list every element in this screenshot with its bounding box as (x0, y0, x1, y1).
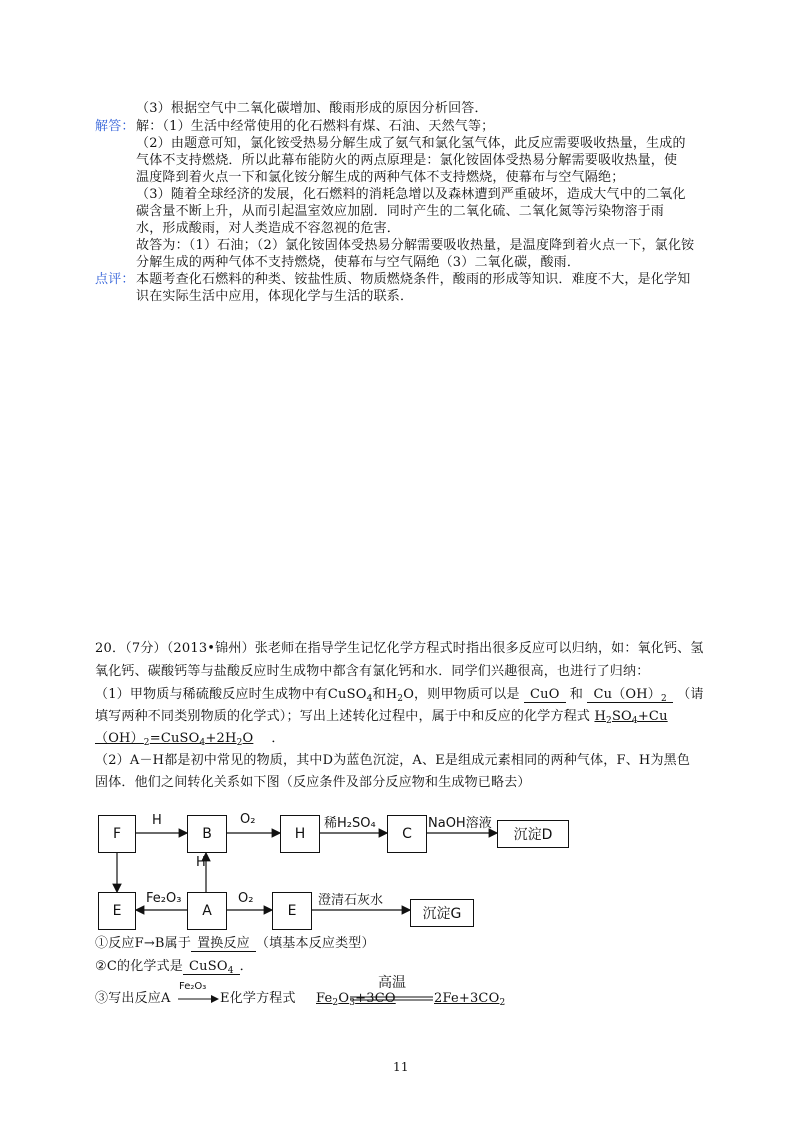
box-h: H (280, 815, 320, 853)
label-b-h: O₂ (240, 812, 256, 827)
comment-label: 点评： (95, 272, 135, 287)
q20-part1-line: （1）甲物质与稀硫酸反应时生成物中有CuSO$_4$和$H_2O$，则甲物质可以是 CuO 和 $Cu(OH)_2$ （请 (95, 687, 704, 704)
neutralization-equation-b: $(OH)_2=CuSO_4+2H_2O$ (95, 731, 254, 748)
answer-line-3a: （3）随着全球经济的发展，化石燃料的消耗急增以及森林遭到严重破坏，造成大气中的二氧化 (136, 187, 686, 202)
box-e-right: E (272, 892, 312, 930)
box-c: C (387, 815, 427, 853)
answer-line-3b: 碳含量不断上升，从而引起温室效应加剧．同时产生的二氧化硫、二氧化氮等污染物溶于雨 (136, 204, 665, 219)
subq-3: ③写出反应A (95, 991, 171, 1006)
box-a: A (187, 892, 227, 930)
answer-line-2b: 气体不支持燃烧．所以此幕布能防火的两点原理是：氯化铵固体受热易分解需要吸收热量，使 (136, 153, 678, 168)
equation-left: $Fe_2O_3+3CO$ (316, 991, 396, 1008)
neutralization-equation-a: $H_2SO_4+Cu$ (594, 709, 668, 726)
answer-final-a: 故答为：（1）石油；（2）氯化铵固体受热易分解需要吸收热量，是温度降到着火点一下，氯化铵 (136, 238, 695, 253)
label-a-e2: O₂ (238, 891, 254, 906)
label-f-b: H (152, 813, 162, 828)
q20-line-2: 氧化钙、碳酸钙等与盐酸反应时生成物中都含有氯化钙和水．同学们兴趣很高，也进行了归纳： (95, 664, 650, 679)
label-h-c: 稀H₂SO₄ (324, 816, 376, 831)
label-a-b: H (196, 855, 206, 870)
q20-part2-line-b: 固体．他们之间转化关系如下图（反应条件及部分反应物和生成物已略去） (95, 775, 531, 790)
q20-line-1: 20．（7分）（2013•锦州）张老师在指导学生记忆化学方程式时指出很多反应可以归纳，如：氧化钙、氢 (95, 641, 704, 656)
q20-part1-line-b: 填写两种不同类别物质的化学式）；写出上述转化过程中，属于中和反应的化学方程式 $H_2SO_4+Cu$ (95, 709, 668, 726)
answer-cuso4: CuSO$_4$ (183, 959, 240, 975)
subq-2: ②C的化学式是 CuSO$_4$ ． (95, 959, 253, 976)
answer-line-2c: 温度降到着火点一下和氯化铵分解生成的两种气体不支持燃烧，使幕布与空气隔绝； (136, 170, 625, 185)
answer-cuoh2: $Cu(OH)_2$ (587, 687, 672, 703)
q20-part2-line-a: （2）A－H都是初中常见的物质，其中D为蓝色沉淀，A、E是组成元素相同的两种气体，F、H为黑色 (95, 753, 691, 768)
condition-high-temp: 高温 (378, 975, 406, 991)
answer-displacement: 置换反应 (191, 936, 256, 952)
label-a-e1: Fe₂O₃ (146, 891, 182, 906)
inline-arrow-label: Fe₂O₃ (179, 981, 207, 992)
answer-final-b: 分解生成的两种气体不支持燃烧，使幕布与空气隔绝（3）二氧化碳，酸雨． (136, 255, 581, 270)
box-precipitate-g: 沉淀G (410, 899, 474, 927)
label-c-d: NaOH溶液 (428, 816, 492, 831)
label-e-g: 澄清石灰水 (318, 893, 384, 908)
answer-label: 解答： (95, 119, 135, 134)
comment-line-b: 识在实际生活中应用，体现化学与生活的联系． (136, 289, 414, 304)
box-b: B (187, 815, 227, 853)
page-number: 11 (393, 1060, 409, 1074)
box-e-left: E (98, 892, 136, 930)
question-3-line: （3）根据空气中二氧化碳增加、酸雨形成的原因分析回答． (136, 101, 488, 116)
subq-1: ①反应F→B属于 置换反应 （填基本反应类型） (95, 936, 375, 951)
q20-part1-line-c: $(OH)_2=CuSO_4+2H_2O$ ． (95, 731, 285, 748)
answer-cuo: CuO (524, 687, 566, 703)
equation-right: $2Fe+3CO_2$ (434, 991, 506, 1008)
answer-line-2a: （2）由题意可知，氯化铵受热易分解生成了氨气和氯化氢气体，此反应需要吸收热量，生成的 (136, 136, 686, 151)
box-precipitate-d: 沉淀D (497, 820, 569, 848)
answer-line-1: 解：（1）生活中经常使用的化石燃料有煤、石油、天然气等； (136, 119, 495, 134)
answer-line-3c: 水，形成酸雨，对人类造成不容忽视的危害． (136, 221, 401, 236)
box-f: F (98, 815, 136, 853)
comment-line-a: 本题考查化石燃料的种类、铵盐性质、物质燃烧条件，酸雨的形成等知识．难度不大，是化学知 (136, 272, 691, 287)
subq-3-mid: E化学方程式 (220, 991, 296, 1006)
